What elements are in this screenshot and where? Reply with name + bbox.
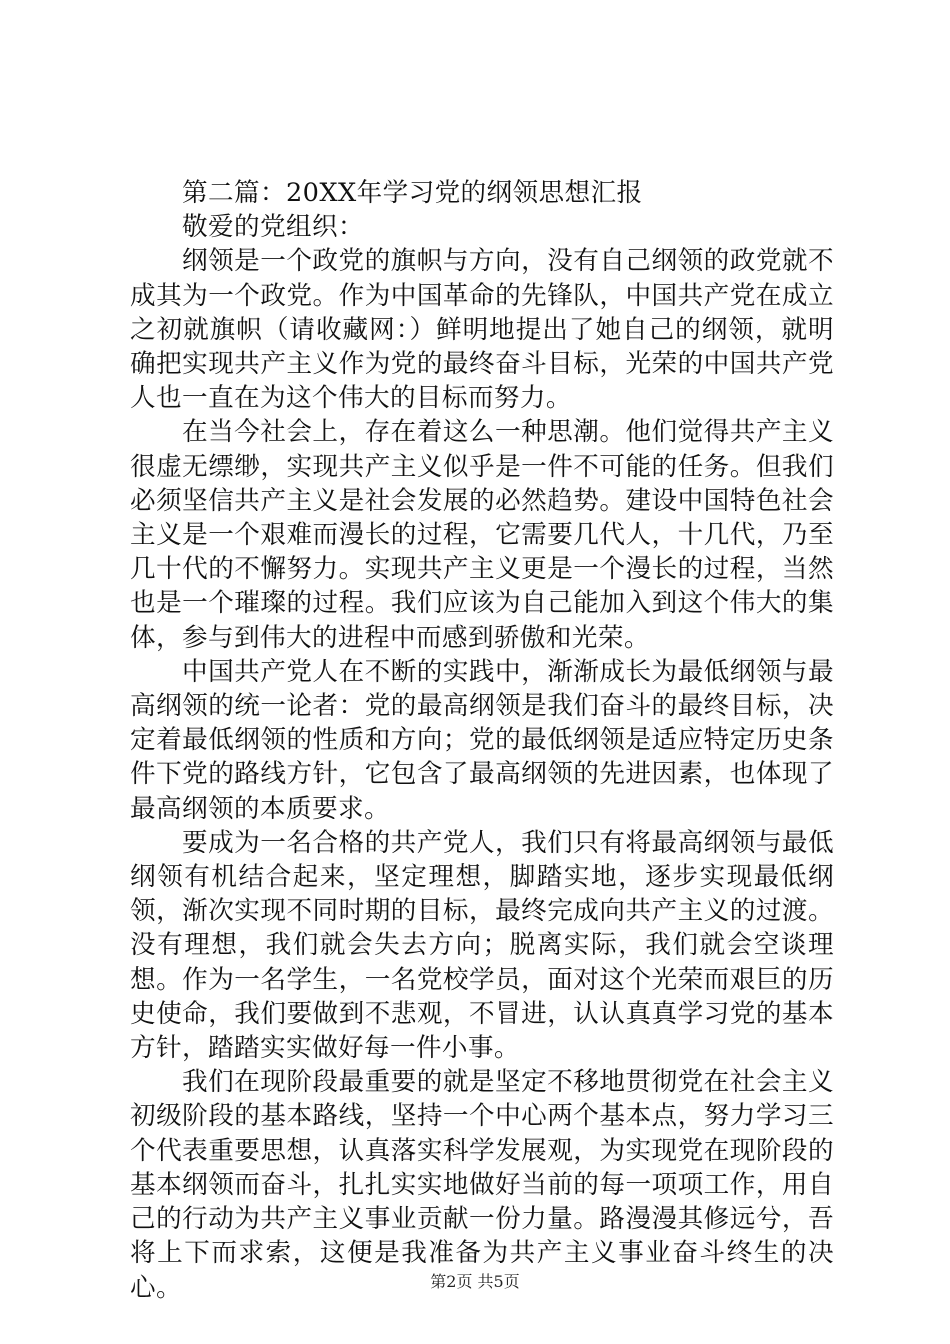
document-title: 第二篇：20XX年学习党的纲领思想汇报	[182, 178, 643, 208]
document-body	[130, 176, 834, 1305]
paragraph: 在当今社会上，存在着这么一种思潮。他们觉得共产主义很虚无缥缈，实现共产主义似乎是一件不可能的任务。但我们必须坚信共产主义是社会发展的必然趋势。建设中国特色社会主义是一个艰难而漫长的过程，它需要几代人，十几代，乃至几十代的不懈努力。实现共产主义更是一个漫长的过程，当然也是一个璀璨的过程。我们应该为自己能加入到这个伟大的集体，参与到伟大的进程中而感到骄傲和光荣。	[130, 417, 834, 653]
paragraph: 纲领是一个政党的旗帜与方向，没有自己纲领的政党就不成其为一个政党。作为中国革命的先锋队，中国共产党在成立之初就旗帜（请收藏网：）鲜明地提出了她自己的纲领，就明确把实现共产主义作为党的最终奋斗目标，光荣的中国共产党人也一直在为这个伟大的目标而努力。	[130, 246, 834, 414]
page-number-footer: 第2页 共5页	[430, 1272, 520, 1291]
salutation: 敬爱的党组织：	[182, 212, 364, 243]
paragraph: 要成为一名合格的共产党人，我们只有将最高纲领与最低纲领有机结合起来，坚定理想，脚踏实地，逐步实现最低纲领，渐次实现不同时期的目标，最终完成向共产主义的过渡。没有理想，我们就会失去方向；脱离实际，我们就会空谈理想。作为一名学生，一名党校学员，面对这个光荣而艰巨的历史使命，我们要做到不悲观，不冒进，认认真真学习党的基本方针，踏踏实实做好每一件小事。	[130, 827, 834, 1064]
paragraph: 我们在现阶段最重要的就是坚定不移地贯彻党在社会主义初级阶段的基本路线，坚持一个中心两个基本点，努力学习三个代表重要思想，认真落实科学发展观，为实现党在现阶段的基本纲领而奋斗，扎扎实实地做好当前的每一项项工作，用自己的行动为共产主义事业贡献一份力量。路漫漫其修远兮，吾将上下而求索，这便是我准备为共产主义事业奋斗终生的决心。	[130, 1067, 834, 1303]
paragraph: 中国共产党人在不断的实践中，渐渐成长为最低纲领与最高纲领的统一论者：党的最高纲领是我们奋斗的最终目标，决定着最低纲领的性质和方向；党的最低纲领是适应特定历史条件下党的路线方针，它包含了最高纲领的先进因素，也体现了最高纲领的本质要求。	[130, 656, 834, 824]
